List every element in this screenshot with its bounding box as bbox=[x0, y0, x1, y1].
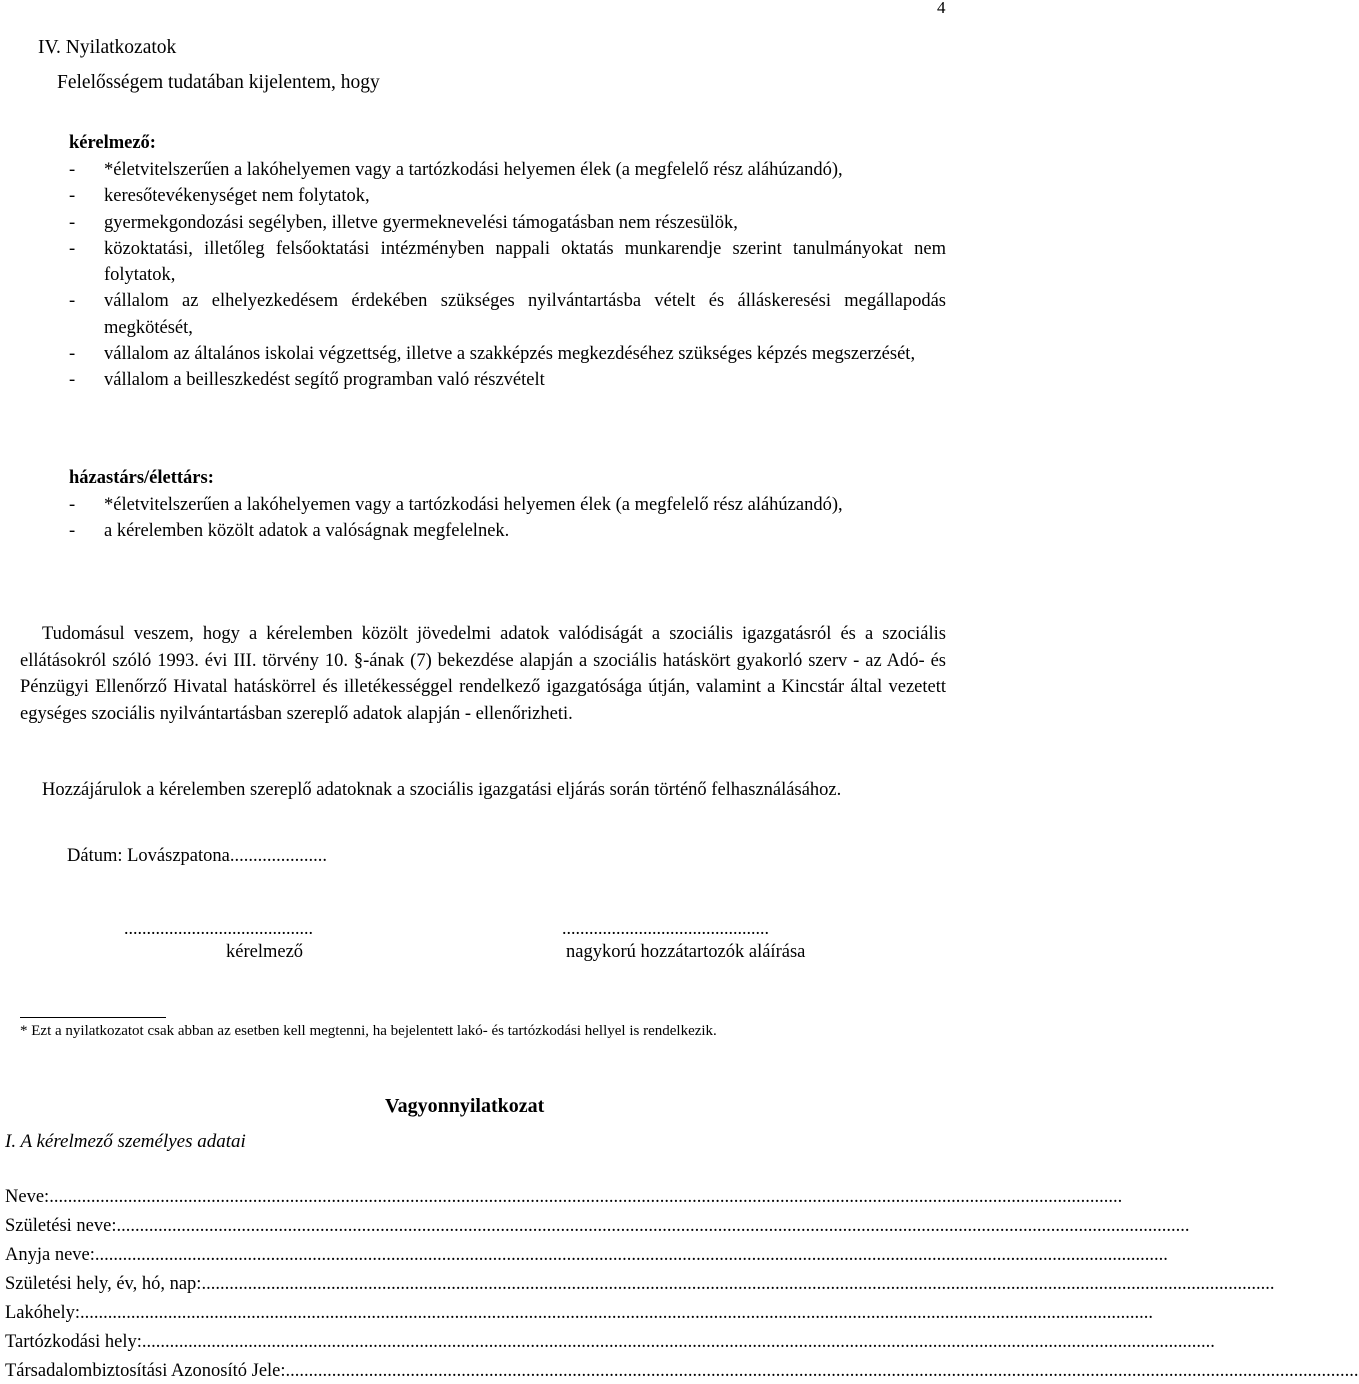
field-label: Neve: bbox=[5, 1187, 50, 1207]
list-item: - gyermekgondozási segélyben, illetve gyermeknevelési támogatásban nem részesülök, bbox=[69, 212, 738, 233]
field-label: Születési neve: bbox=[5, 1216, 117, 1236]
list-item: - keresőtevékenységet nem folytatok, bbox=[69, 186, 370, 207]
list-item: - vállalom az általános iskolai végzettség, illetve a szakképzés megkezdéséhez szükséges képzés megszerzését, bbox=[69, 344, 916, 365]
field-label: Társadalombiztosítási Azonosító Jele: bbox=[5, 1361, 286, 1381]
list-item: - *életvitelszerűen a lakóhelyemen vagy a tartózkodási helyemen élek (a megfelelő rész aláhúzandó), bbox=[69, 160, 843, 180]
field-name[interactable] bbox=[5, 1186, 1123, 1208]
field-mother-name[interactable] bbox=[5, 1244, 1168, 1266]
section-heading: IV. Nyilatkozatok bbox=[38, 37, 177, 58]
field-label: Születési hely, év, hó, nap: bbox=[5, 1274, 202, 1294]
personal-data-subtitle: I. A kérelmező személyes adatai bbox=[5, 1131, 246, 1152]
spouse-statements bbox=[69, 492, 946, 545]
list-item: - *életvitelszerűen a lakóhelyemen vagy a tartózkodási helyemen élek (a megfelelő rész aláhúzandó), bbox=[69, 495, 843, 515]
footnote-divider bbox=[20, 1017, 166, 1018]
field-label: Tartózkodási hely: bbox=[5, 1332, 142, 1352]
fill-line: ........................................................................................................................................................................................................................................ bbox=[80, 1303, 1154, 1323]
signature-label-relatives: nagykorú hozzátartozók aláírása bbox=[566, 942, 806, 962]
spouse-label: házastárs/élettárs: bbox=[69, 468, 214, 488]
fill-line: ........................................................................................................................................................................................................................................ bbox=[49, 1187, 1123, 1207]
signature-line-relatives: .............................................. bbox=[562, 918, 769, 938]
field-social-security-number[interactable] bbox=[5, 1360, 1359, 1382]
fill-line: ........................................................................................................................................................................................................................................ bbox=[141, 1332, 1215, 1352]
list-item: - vállalom az elhelyezkedésem érdekében szükséges nyilvántartásba vételt és álláskeresési megállapodás megkötését, bbox=[69, 291, 946, 338]
fill-line: ........................................................................................................................................................................................................................................ bbox=[116, 1216, 1190, 1236]
signature-label-applicant: kérelmező bbox=[226, 942, 304, 962]
page-number: 4 bbox=[937, 0, 946, 17]
field-birth-place-date[interactable] bbox=[5, 1273, 1275, 1295]
list-item: - vállalom a beilleszkedést segítő programban való részvételt bbox=[69, 370, 545, 391]
applicant-statements bbox=[69, 157, 946, 394]
footnote: * Ezt a nyilatkozatot csak abban az esetben kell megtenni, ha bejelentett lakó- és tartózkodási hellyel is rendelkezik. bbox=[20, 1023, 717, 1039]
list-item: - közoktatási, illetőleg felsőoktatási intézményben nappali oktatás munkarendje szerint tanulmányokat nem folytatok, bbox=[69, 238, 946, 286]
field-label: Lakóhely: bbox=[5, 1303, 81, 1323]
signature-line-applicant: .......................................... bbox=[124, 918, 313, 938]
field-label: Anyja neve: bbox=[5, 1245, 95, 1265]
field-residence[interactable] bbox=[5, 1302, 1154, 1324]
intro-text: Felelősségem tudatában kijelentem, hogy bbox=[57, 72, 380, 93]
date-line: Dátum: Lovászpatona..................... bbox=[67, 846, 327, 866]
fill-line: ........................................................................................................................................................................................................................................ bbox=[285, 1361, 1359, 1381]
fill-line: ........................................................................................................................................................................................................................................ bbox=[201, 1274, 1275, 1294]
list-item: - a kérelemben közölt adatok a valóságnak megfelelnek. bbox=[69, 521, 510, 542]
field-stay-address[interactable] bbox=[5, 1331, 1215, 1353]
consent-paragraph-data-use: Hozzájárulok a kérelemben szereplő adatoknak a szociális igazgatási eljárás során történő felhasználásához. bbox=[42, 780, 842, 800]
applicant-label: kérelmező: bbox=[69, 133, 156, 153]
asset-declaration-title: Vagyonnyilatkozat bbox=[385, 1095, 545, 1117]
consent-paragraph-verification: Tudomásul veszem, hogy a kérelemben közölt jövedelmi adatok valódiságát a szociális igazgatásról és a szociális ellátásokról szóló 1993. évi III. törvény 10. §-ának (7) bekezdése alapján a szociális hatáskört gyakorló szerv - az Adó- és Pénzügyi Ellenőrző Hivatal hatáskörrel és illetékességgel rendelkező igazgatósága útján, valamint a Kincstár által vezetett egységes szociális nyilvántartásban szereplő adatok alapján - ellenőrizheti. bbox=[20, 624, 946, 725]
field-birth-name[interactable] bbox=[5, 1215, 1190, 1237]
fill-line: ........................................................................................................................................................................................................................................ bbox=[94, 1245, 1168, 1265]
